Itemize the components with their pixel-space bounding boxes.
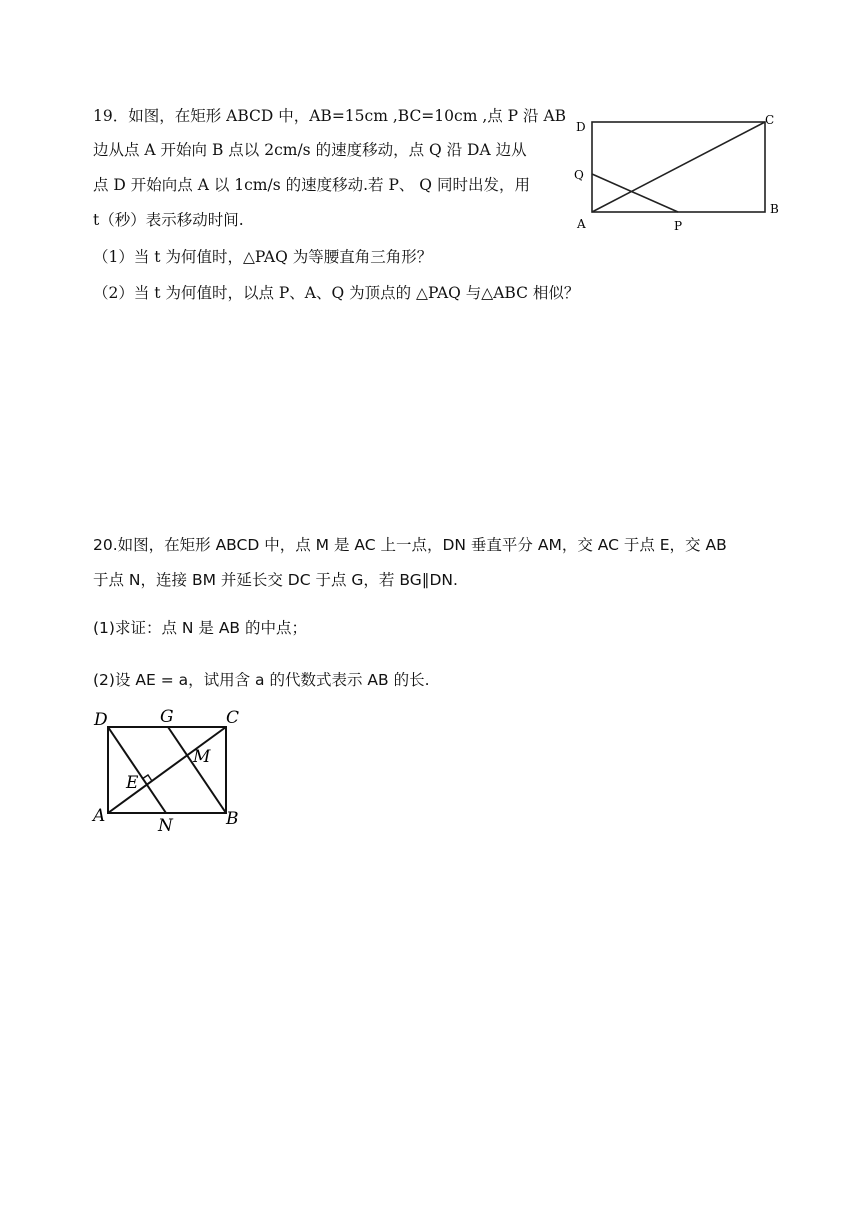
q19-segment-qp [592,174,678,212]
q20-subquestion-2: (2)设 AE = a，试用含 a 的代数式表示 AB 的长. [93,671,430,689]
q20-label-c: C [226,708,240,728]
q19-label-a: A [577,217,586,231]
q19-label-c: C [765,113,775,127]
q19-label-d: D [576,120,586,134]
q20-label-m: M [193,747,211,767]
q19-diagonal-ac [592,122,765,212]
q19-label-b: B [770,202,779,216]
q20-line-2: 于点 N，连接 BM 并延长交 DC 于点 G，若 BG∥DN. [93,571,458,589]
q19-subquestion-1: （1）当 t 为何值时，△PAQ 为等腰直角三角形？ [93,248,433,266]
q20-segment-dn [108,727,166,813]
q20-label-n: N [158,816,173,833]
q20-subquestion-1: (1)求证：点 N 是 AB 的中点； [93,619,307,637]
q20-label-e: E [126,773,139,793]
q19-line-1: 19．如图，在矩形 ABCD 中，AB=15cm ,BC=10cm ,点 P 沿 AB [93,107,567,125]
q19-label-p: P [674,219,683,233]
q19-subquestion-2: （2）当 t 为何值时，以点 P、A、Q 为顶点的 △PAQ 与△ABC 相似？ [93,284,580,302]
q20-segment-bg [168,727,226,813]
q20-diagonal-ac [108,727,226,813]
q20-figure [88,703,248,833]
q20-label-b: B [226,809,239,829]
q19-line-4: t（秒）表示移动时间. [93,211,244,229]
q20-line-1: 20.如图，在矩形 ABCD 中，点 M 是 AC 上一点，DN 垂直平分 AM，交 AC 于点 E，交 AB [93,536,727,554]
q19-figure [570,108,790,236]
q19-label-q: Q [574,168,584,182]
q20-label-g: G [160,707,174,727]
q19-line-2: 边从点 A 开始向 B 点以 2cm/s 的速度移动，点 Q 沿 DA 边从 [93,141,527,159]
q20-label-d: D [94,710,108,730]
q20-label-a: A [93,806,106,826]
q19-line-3: 点 D 开始向点 A 以 1cm/s 的速度移动.若 P、 Q 同时出发，用 [93,176,530,194]
